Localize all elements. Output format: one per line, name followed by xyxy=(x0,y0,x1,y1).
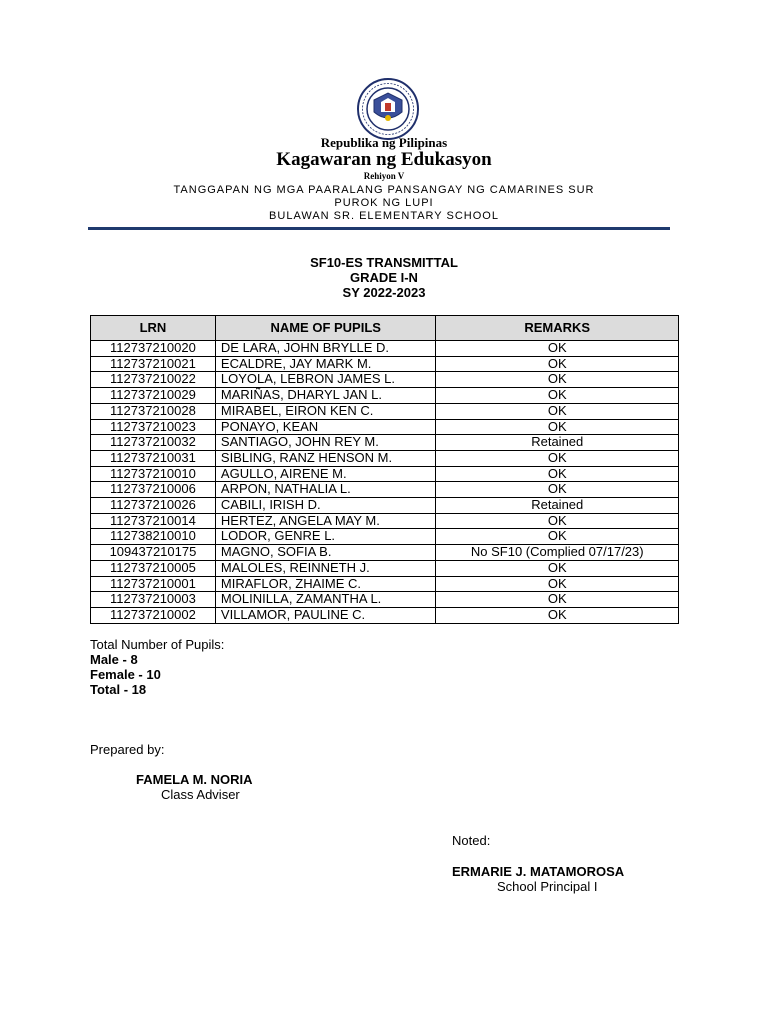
table-row xyxy=(91,592,679,608)
lrn-cell: 112737210031 xyxy=(91,450,216,466)
lrn-cell: 112737210028 xyxy=(91,403,216,419)
remarks-cell: OK xyxy=(436,513,679,529)
table-row xyxy=(91,435,679,451)
remarks-cell: No SF10 (Complied 07/17/23) xyxy=(436,545,679,561)
table-row xyxy=(91,341,679,357)
remarks-cell: OK xyxy=(436,529,679,545)
table-row xyxy=(91,576,679,592)
table-row xyxy=(91,607,679,623)
lrn-cell: 112737210026 xyxy=(91,498,216,514)
remarks-cell: Retained xyxy=(436,435,679,451)
noted-label: Noted: xyxy=(452,833,491,848)
lrn-cell: 112737210021 xyxy=(91,356,216,372)
republic-heading: Republika ng Pilipinas xyxy=(320,135,448,150)
lrn-cell: 109437210175 xyxy=(91,545,216,561)
pupil-name-cell: MOLINILLA, ZAMANTHA L. xyxy=(215,592,436,608)
district-line: PUROK NG LUPI xyxy=(334,197,434,209)
pupil-name-cell: AGULLO, AIRENE M. xyxy=(215,466,436,482)
table-row xyxy=(91,403,679,419)
pupil-name-cell: VILLAMOR, PAULINE C. xyxy=(215,607,436,623)
pupil-name-cell: ARPON, NATHALIA L. xyxy=(215,482,436,498)
lrn-cell: 112737210006 xyxy=(91,482,216,498)
remarks-cell: OK xyxy=(436,388,679,404)
pupil-name-cell: HERTEZ, ANGELA MAY M. xyxy=(215,513,436,529)
table-row xyxy=(91,529,679,545)
table-row xyxy=(91,545,679,561)
remarks-cell: OK xyxy=(436,466,679,482)
lrn-cell: 112737210002 xyxy=(91,607,216,623)
lrn-cell: 112737210020 xyxy=(91,341,216,357)
remarks-cell: OK xyxy=(436,576,679,592)
pupil-name-cell: SIBLING, RANZ HENSON M. xyxy=(215,450,436,466)
lrn-cell: 112737210014 xyxy=(91,513,216,529)
adviser-position: Class Adviser xyxy=(161,787,240,802)
lrn-cell: 112737210032 xyxy=(91,435,216,451)
table-row xyxy=(91,466,679,482)
pupil-name-cell: MARIÑAS, DHARYL JAN L. xyxy=(215,388,436,404)
pupil-name-cell: MIRAFLOR, ZHAIME C. xyxy=(215,576,436,592)
prepared-by-label: Prepared by: xyxy=(90,742,165,757)
remarks-cell: OK xyxy=(436,592,679,608)
department-heading: Kagawaran ng Edukasyon xyxy=(276,149,492,170)
name-column-header: NAME OF PUPILS xyxy=(215,316,436,341)
header-divider xyxy=(88,227,670,230)
pupil-name-cell: LOYOLA, LEBRON JAMES L. xyxy=(215,372,436,388)
table-row xyxy=(91,482,679,498)
pupils-table xyxy=(90,315,679,624)
table-row xyxy=(91,372,679,388)
school-name: BULAWAN SR. ELEMENTARY SCHOOL xyxy=(269,210,499,222)
remarks-cell: OK xyxy=(436,607,679,623)
lrn-cell: 112737210022 xyxy=(91,372,216,388)
pupil-name-cell: PONAYO, KEAN xyxy=(215,419,436,435)
lrn-cell: 112737210010 xyxy=(91,466,216,482)
table-row xyxy=(91,356,679,372)
lrn-cell: 112737210003 xyxy=(91,592,216,608)
table-row xyxy=(91,419,679,435)
pupil-name-cell: MIRABEL, EIRON KEN C. xyxy=(215,403,436,419)
male-count: Male - 8 xyxy=(90,652,138,667)
pupil-name-cell: SANTIAGO, JOHN REY M. xyxy=(215,435,436,451)
remarks-cell: OK xyxy=(436,372,679,388)
remarks-column-header: REMARKS xyxy=(436,316,679,341)
total-pupils-label: Total Number of Pupils: xyxy=(90,637,225,652)
principal-position: School Principal I xyxy=(497,879,598,894)
principal-name: ERMARIE J. MATAMOROSA xyxy=(452,864,625,879)
remarks-cell: OK xyxy=(436,341,679,357)
pupil-name-cell: ECALDRE, JAY MARK M. xyxy=(215,356,436,372)
grade-title: GRADE I-N xyxy=(350,270,418,285)
remarks-cell: OK xyxy=(436,482,679,498)
lrn-cell: 112738210010 xyxy=(91,529,216,545)
lrn-column-header: LRN xyxy=(91,316,216,341)
school-year-title: SY 2022-2023 xyxy=(342,285,426,300)
total-count: Total - 18 xyxy=(90,682,147,697)
form-title: SF10-ES TRANSMITTAL xyxy=(310,255,458,270)
pupil-name-cell: MAGNO, SOFIA B. xyxy=(215,545,436,561)
lrn-cell: 112737210023 xyxy=(91,419,216,435)
pupil-name-cell: MALOLES, REINNETH J. xyxy=(215,560,436,576)
lrn-cell: 112737210005 xyxy=(91,560,216,576)
table-row xyxy=(91,498,679,514)
pupil-name-cell: DE LARA, JOHN BRYLLE D. xyxy=(215,341,436,357)
table-row xyxy=(91,388,679,404)
table-row xyxy=(91,560,679,576)
pupil-name-cell: LODOR, GENRE L. xyxy=(215,529,436,545)
remarks-cell: OK xyxy=(436,450,679,466)
deped-seal-logo xyxy=(357,78,419,140)
pupil-name-cell: CABILI, IRISH D. xyxy=(215,498,436,514)
female-count: Female - 10 xyxy=(90,667,161,682)
table-header-row xyxy=(91,316,679,341)
remarks-cell: OK xyxy=(436,403,679,419)
table-row xyxy=(91,513,679,529)
lrn-cell: 112737210001 xyxy=(91,576,216,592)
region-heading: Rehiyon V xyxy=(363,171,405,181)
table-row xyxy=(91,450,679,466)
adviser-name: FAMELA M. NORIA xyxy=(136,772,253,787)
remarks-cell: OK xyxy=(436,560,679,576)
remarks-cell: OK xyxy=(436,419,679,435)
remarks-cell: Retained xyxy=(436,498,679,514)
division-office-line: TANGGAPAN NG MGA PAARALANG PANSANGAY NG CAMARINES SUR xyxy=(173,184,595,196)
lrn-cell: 112737210029 xyxy=(91,388,216,404)
remarks-cell: OK xyxy=(436,356,679,372)
